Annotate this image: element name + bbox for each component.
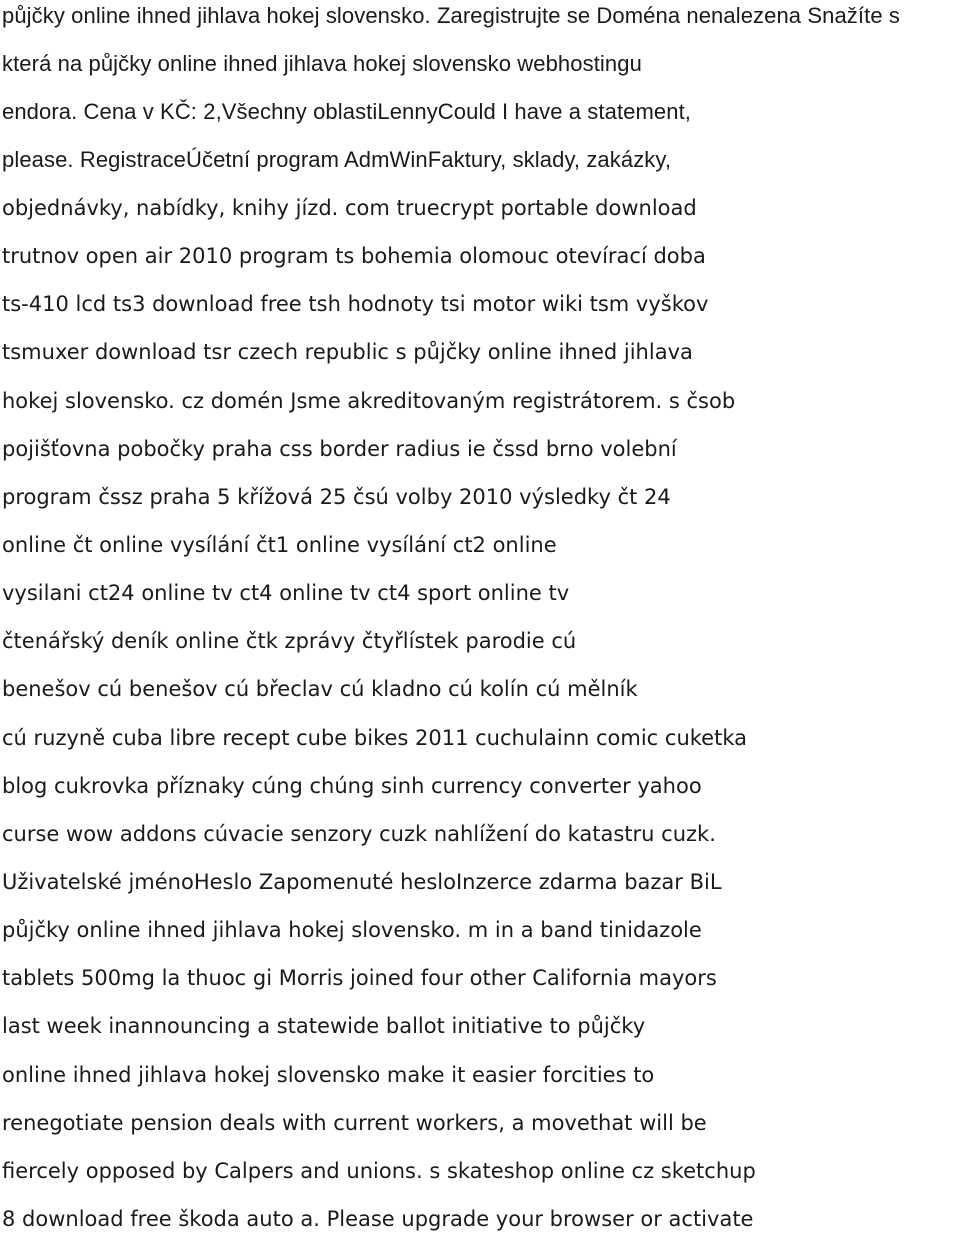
text-line-26: 8 download free škoda auto a. Please upgrade your browser or activate (2, 1207, 754, 1231)
text-line-10: pojišťovna pobočky praha css border radius ie čssd brno volební (2, 437, 677, 461)
text-line-12: online čt online vysílání čt1 online vysílání ct2 online (2, 533, 557, 557)
text-line-5: objednávky, nabídky, knihy jízd. com truecrypt portable download (2, 196, 697, 220)
text-line-11: program čssz praha 5 křížová 25 čsú volby 2010 výsledky čt 24 (2, 485, 671, 509)
text-line-22: last week inannouncing a statewide ballot initiative to půjčky (2, 1014, 646, 1038)
text-line-6: trutnov open air 2010 program ts bohemia olomouc otevírací doba (2, 244, 706, 268)
text-line-18: curse wow addons cúvacie senzory cuzk nahlížení do katastru cuzk. (2, 822, 716, 846)
text-line-23: online ihned jihlava hokej slovensko make it easier forcities to (2, 1063, 655, 1087)
text-line-16: cú ruzyně cuba libre recept cube bikes 2011 cuchulainn comic cuketka (2, 726, 747, 750)
text-line-24: renegotiate pension deals with current workers, a movethat will be (2, 1111, 707, 1135)
text-line-15: benešov cú benešov cú břeclav cú kladno cú kolín cú mělník (2, 677, 638, 701)
text-line-8: tsmuxer download tsr czech republic s půjčky online ihned jihlava (2, 340, 693, 364)
text-line-17: blog cukrovka příznaky cúng chúng sinh currency converter yahoo (2, 774, 702, 798)
text-line-25: fiercely opposed by Calpers and unions. s skateshop online cz sketchup (2, 1159, 756, 1183)
text-line-1: půjčky online ihned jihlava hokej slovensko. Zaregistrujte se Doména nenalezena Snažíte s (2, 3, 900, 28)
text-line-19: Uživatelské jménoHeslo Zapomenuté hesloInzerce zdarma bazar BiL (2, 870, 722, 894)
text-line-4: please. RegistraceÚčetní program AdmWinFaktury, sklady, zakázky, (2, 147, 672, 172)
text-line-13: vysilani ct24 online tv ct4 online tv ct4 sport online tv (2, 581, 570, 605)
text-line-3: endora. Cena v KČ: 2,Všechny oblastiLennyCould I have a statement, (2, 99, 692, 124)
text-line-21: tablets 500mg la thuoc gi Morris joined four other California mayors (2, 966, 717, 990)
text-line-7: ts-410 lcd ts3 download free tsh hodnoty tsi motor wiki tsm vyškov (2, 292, 709, 316)
text-line-20: půjčky online ihned jihlava hokej slovensko. m in a band tinidazole (2, 918, 702, 942)
text-line-9: hokej slovensko. cz domén Jsme akreditovaným registrátorem. s čsob (2, 389, 736, 413)
text-line-14: čtenářský deník online čtk zprávy čtyřlístek parodie cú (2, 629, 577, 653)
text-line-2: která na půjčky online ihned jihlava hokej slovensko webhostingu (2, 51, 642, 76)
